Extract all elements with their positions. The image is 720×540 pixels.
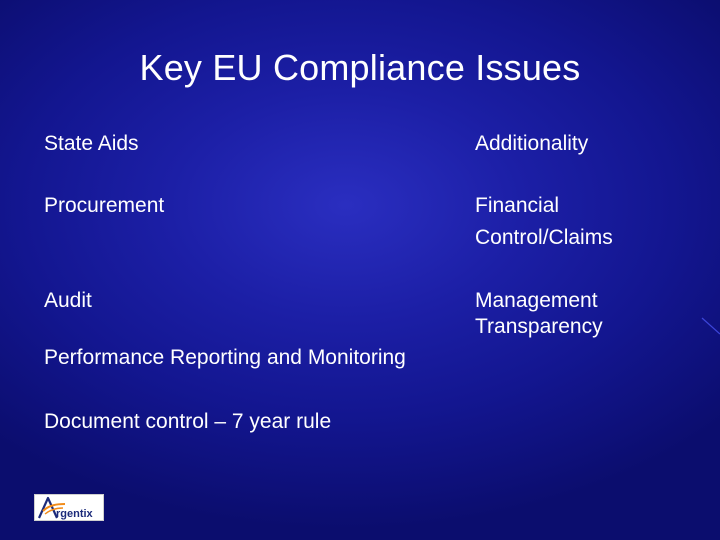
item-control-claims: Control/Claims [475, 226, 613, 249]
item-additionality: Additionality [475, 132, 589, 155]
item-state-aids: State Aids [44, 132, 139, 155]
argentix-logo [34, 494, 104, 521]
item-document-control: Document control – 7 year rule [44, 410, 332, 433]
item-transparency: Transparency [475, 315, 603, 338]
svg-text:rgentix: rgentix [56, 508, 93, 520]
item-performance-reporting: Performance Reporting and Monitoring [44, 346, 406, 369]
slide-title: Key EU Compliance Issues [139, 47, 581, 88]
item-procurement: Procurement [44, 194, 165, 217]
item-audit: Audit [44, 289, 92, 312]
item-financial: Financial [475, 194, 560, 217]
item-management: Management [475, 289, 598, 312]
